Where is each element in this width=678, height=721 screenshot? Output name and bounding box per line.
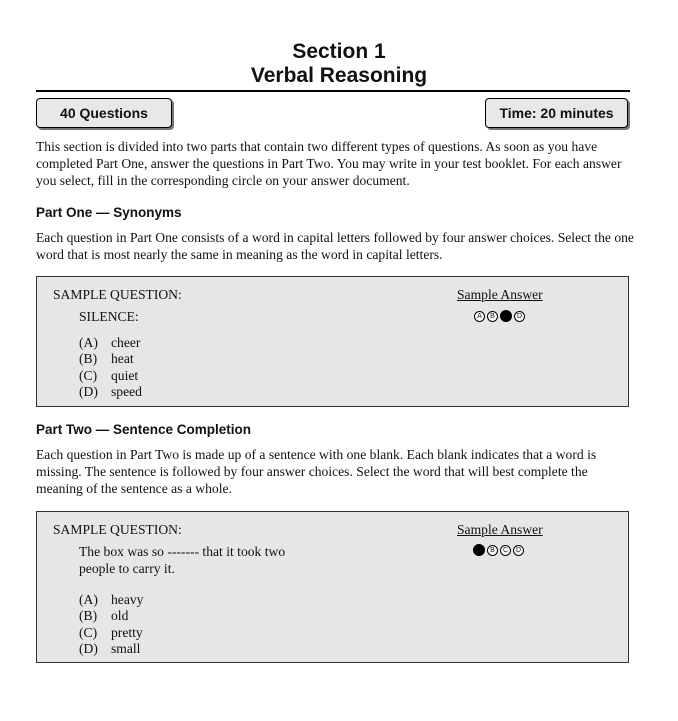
title-divider [36,90,630,92]
sample-question-label: SAMPLE QUESTION: [53,287,182,302]
choice-b [79,351,142,367]
answer-bubble-b: B [487,311,498,322]
choice-text: cheer [111,335,141,350]
part-two-sample-box [36,511,629,663]
choice-letter: (A) [79,335,98,350]
choice-letter: (D) [79,384,98,400]
answer-bubble-d: D [513,545,524,556]
answer-bubble-c-filled [500,310,512,322]
answer-bubble-a: A [474,311,485,322]
answer-bubbles [474,310,525,322]
time-limit-badge: Time: 20 minutes [485,98,628,128]
choice-letter: (B) [79,351,98,367]
sample-question-word: SILENCE: [79,309,139,324]
choice-letter: (A) [79,592,98,607]
part-one-sample-box [36,276,629,407]
sample-question-sentence: The box was so ------- that it took two people to carry it. [79,544,286,576]
questions-count-badge: 40 Questions [36,98,172,128]
section-title: Section 1 [292,40,386,63]
choice-a [79,592,143,608]
choice-text: heavy [111,592,144,607]
choice-text: speed [111,384,142,400]
choice-letter: (C) [79,367,98,383]
answer-bubble-c: C [500,545,511,556]
section-subtitle: Verbal Reasoning [250,64,428,87]
choice-text: quiet [111,367,139,383]
choice-text: small [111,641,141,657]
sample-question-label: SAMPLE QUESTION: [53,522,182,537]
choice-letter: (D) [79,641,98,657]
answer-bubbles [473,544,524,556]
choice-d [79,641,143,657]
part-two-description: Each question in Part Two is made up of a sentence with one blank. Each blank indicates that a word is missing. The sentence is followed by four answer choices. Select the word that will best complete the meaning of the sentence as a whole. [36,447,597,496]
part-one-heading: Part One — Synonyms [36,205,182,220]
choice-letter: (C) [79,624,98,640]
choice-a [79,335,142,351]
answer-bubble-d: D [514,311,525,322]
part-one-description: Each question in Part One consists of a word in capital letters followed by four answer choices. Select the one word that is most nearly the same in meaning as the word in capital letters. [36,230,634,262]
choice-b [79,608,143,624]
choice-d [79,384,142,400]
answer-choices [79,335,142,401]
choice-letter: (B) [79,608,98,624]
sample-answer-label: Sample Answer [457,287,543,302]
choice-text: heat [111,351,134,367]
choice-text: old [111,608,129,624]
section-instructions: This section is divided into two parts that contain two different types of questions. As soon as you have completed Part One, answer the questions in Part Two. You may write in your test booklet. For each answer you select, fill in the corresponding circle on your answer document. [36,139,622,188]
sample-answer-label: Sample Answer [457,522,543,537]
answer-bubble-a-filled [473,544,485,556]
choice-c [79,368,142,384]
choice-c [79,625,143,641]
answer-bubble-b: B [487,545,498,556]
choice-text: pretty [111,624,143,640]
answer-choices [79,592,143,658]
part-two-heading: Part Two — Sentence Completion [36,422,252,437]
